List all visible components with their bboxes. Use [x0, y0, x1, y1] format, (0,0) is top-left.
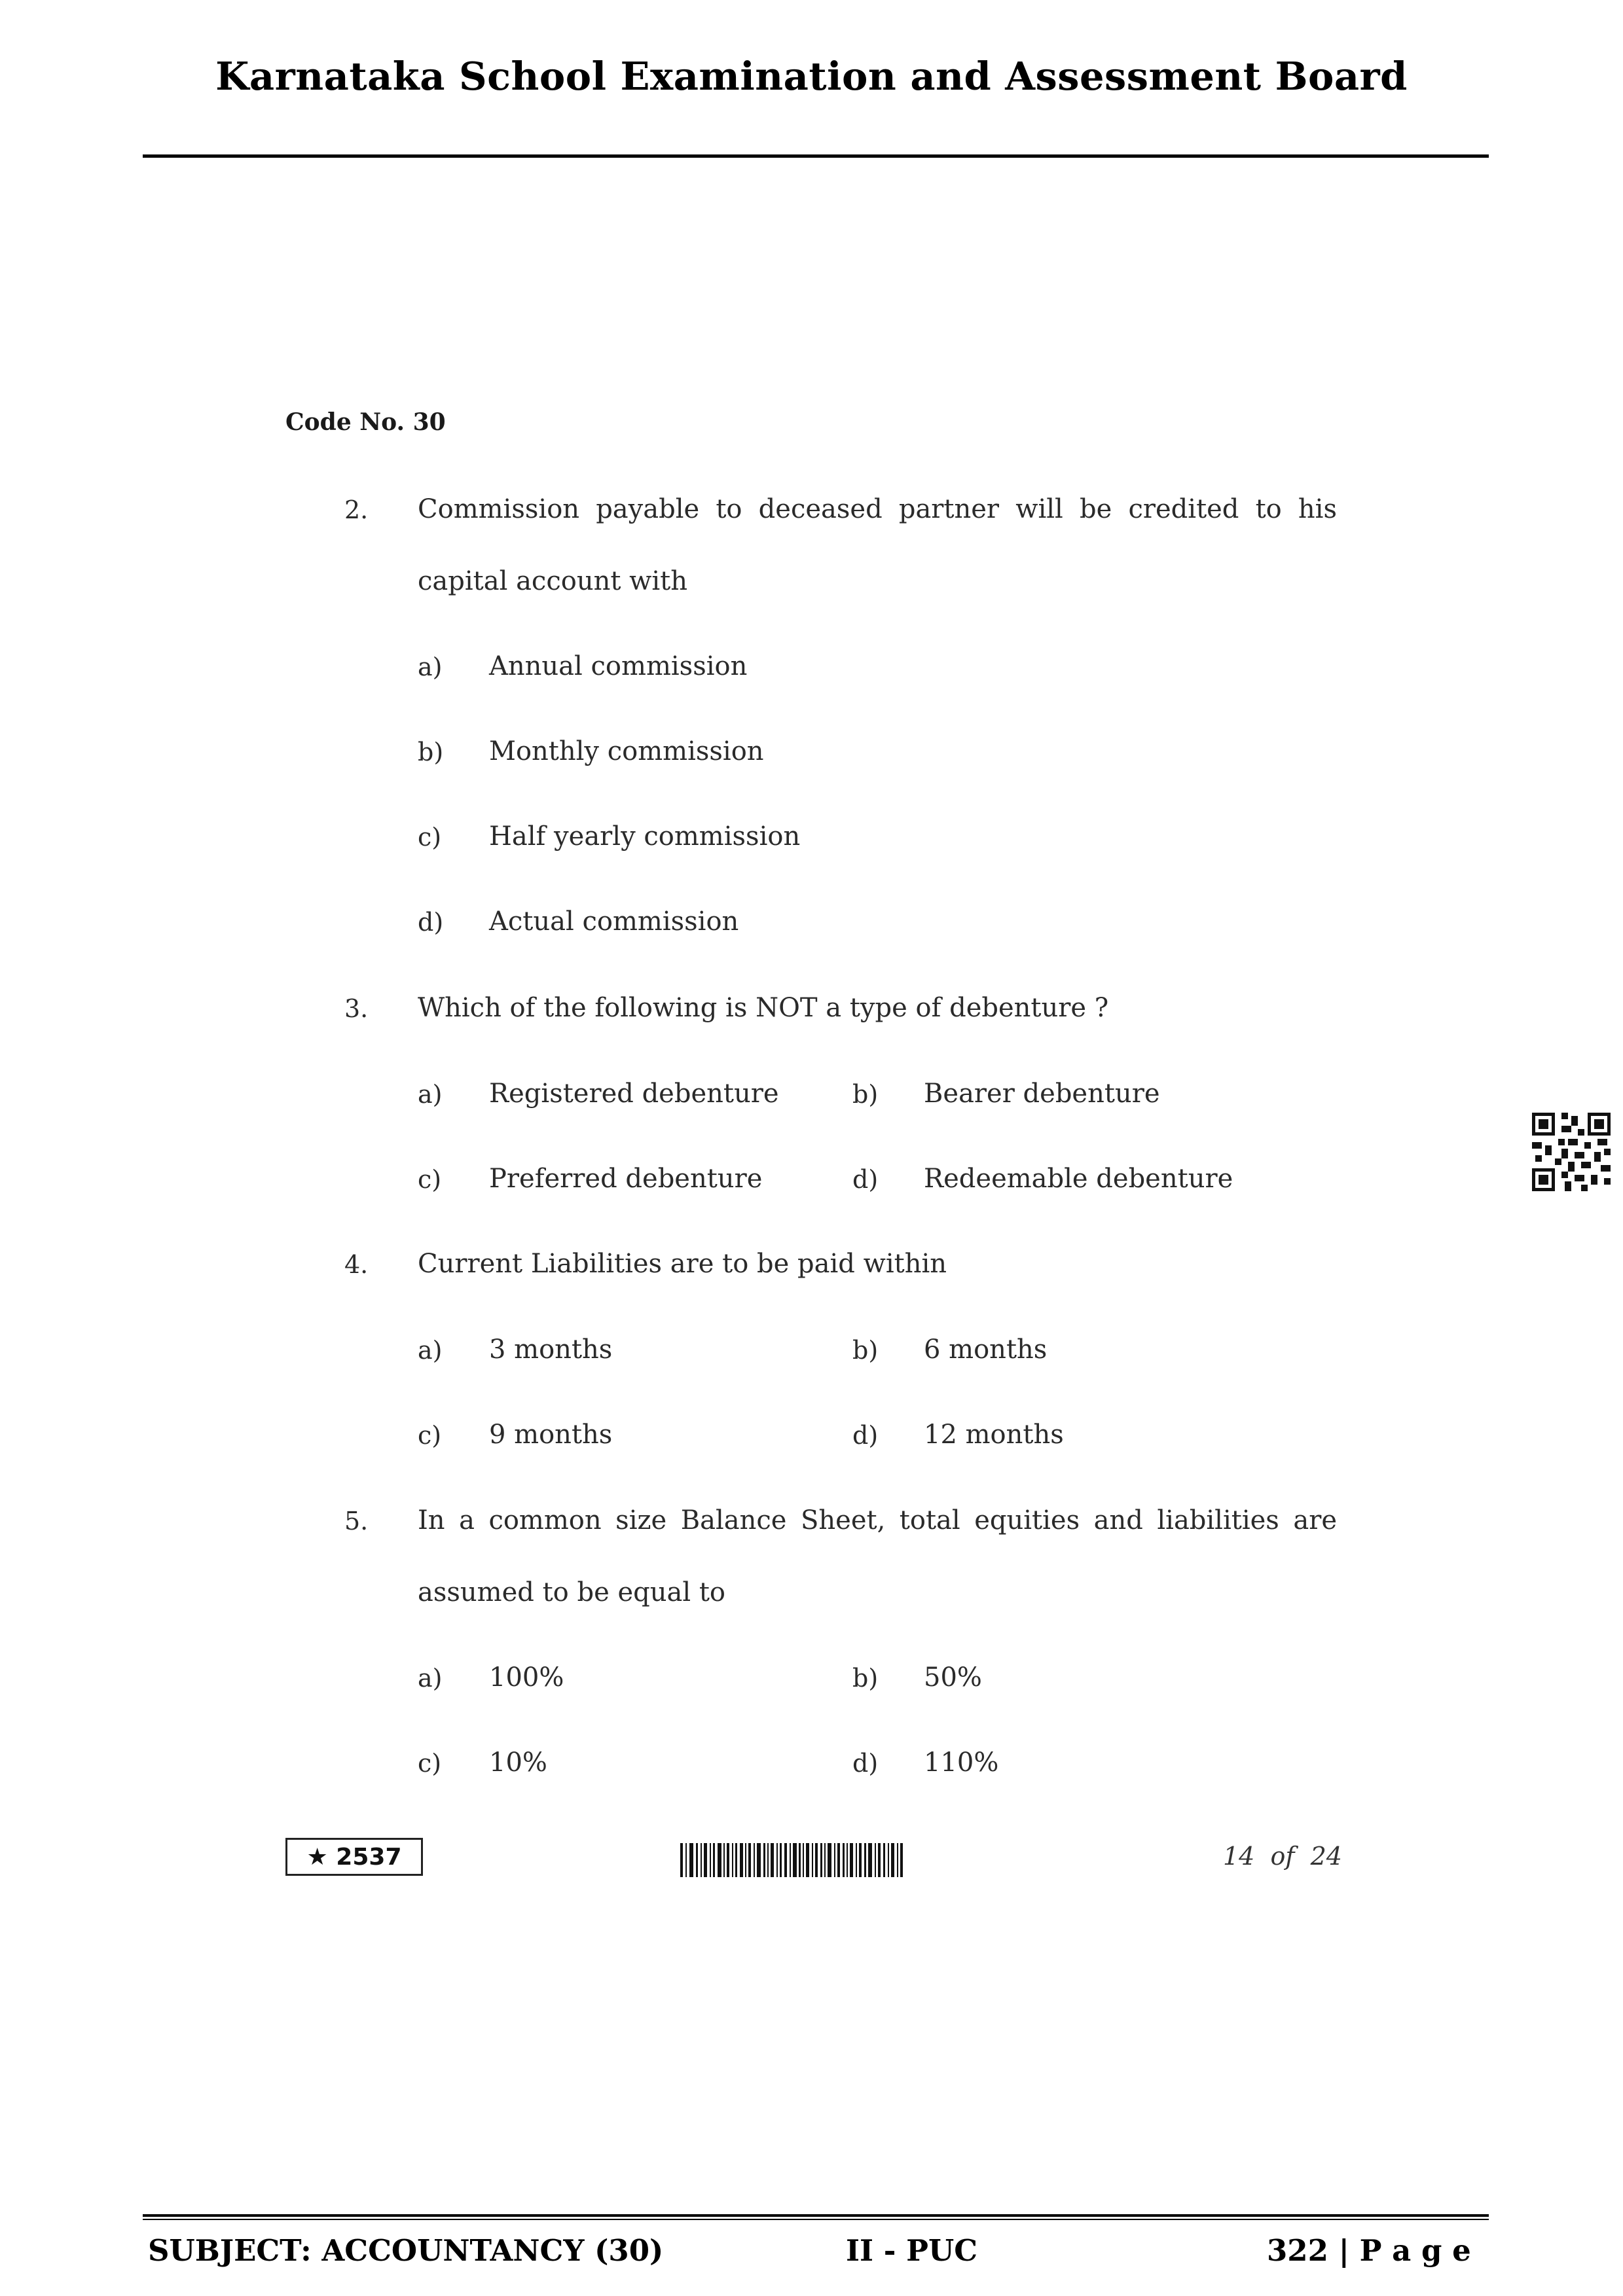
footer-divider-top [143, 2214, 1489, 2217]
q4-option-d-text: 12 months [924, 1420, 1064, 1450]
page-title: Karnataka School Examination and Assessment Board [215, 54, 1408, 99]
barcode-image [680, 1843, 903, 1877]
q4-option-d-letter: d) [852, 1421, 879, 1450]
footer-page-number: 322 | P a g e [1267, 2233, 1471, 2268]
question-2-number: 2. [344, 495, 369, 524]
q2-option-d-letter: d) [418, 908, 444, 937]
q2-option-d-text: Actual commission [489, 906, 739, 937]
footer-divider-bottom [143, 2219, 1489, 2220]
question-4-text: Current Liabilities are to be paid within [418, 1249, 947, 1279]
star-code-box: ★ 2537 [285, 1838, 423, 1876]
q3-option-d-letter: d) [852, 1165, 879, 1194]
code-number: Code No. 30 [285, 408, 446, 436]
question-5-number: 5. [344, 1507, 369, 1535]
q5-option-a-text: 100% [489, 1662, 564, 1693]
footer-class: II - PUC [846, 2233, 978, 2268]
q2-option-b-text: Monthly commission [489, 736, 764, 766]
q3-option-c-text: Preferred debenture [489, 1164, 763, 1194]
q3-option-c-letter: c) [418, 1165, 442, 1194]
q3-option-b-text: Bearer debenture [924, 1079, 1160, 1109]
q2-option-a-letter: a) [418, 653, 443, 681]
question-2-text-line2: capital account with [418, 566, 687, 596]
footer-subject: SUBJECT: ACCOUNTANCY (30) [148, 2233, 664, 2268]
q3-option-a-text: Registered debenture [489, 1079, 779, 1109]
q5-option-a-letter: a) [418, 1664, 443, 1693]
q5-option-d-text: 110% [924, 1748, 999, 1778]
question-3-number: 3. [344, 994, 369, 1023]
page-of-indicator: 14 of 24 [1223, 1842, 1342, 1871]
question-4-number: 4. [344, 1250, 369, 1279]
header-divider [143, 154, 1489, 158]
q4-option-a-letter: a) [418, 1336, 443, 1365]
question-2-text-line1: Commission payable to deceased partner will be credited to his [418, 494, 1337, 524]
q2-option-a-text: Annual commission [489, 651, 748, 681]
q5-option-c-letter: c) [418, 1749, 442, 1778]
q5-option-c-text: 10% [489, 1748, 547, 1778]
q5-option-b-text: 50% [924, 1662, 982, 1693]
question-5-text-line2: assumed to be equal to [418, 1577, 725, 1607]
question-5-text-line1: In a common size Balance Sheet, total equities and liabilities are [418, 1505, 1337, 1535]
q3-option-b-letter: b) [852, 1080, 879, 1109]
q5-option-b-letter: b) [852, 1664, 879, 1693]
q5-option-d-letter: d) [852, 1749, 879, 1778]
question-3-text: Which of the following is NOT a type of debenture ? [418, 993, 1109, 1023]
q4-option-b-letter: b) [852, 1336, 879, 1365]
q4-option-c-text: 9 months [489, 1420, 613, 1450]
qr-code-image [1532, 1113, 1611, 1191]
q2-option-c-text: Half yearly commission [489, 821, 801, 852]
q4-option-a-text: 3 months [489, 1335, 613, 1365]
q3-option-d-text: Redeemable debenture [924, 1164, 1233, 1194]
q3-option-a-letter: a) [418, 1080, 443, 1109]
q2-option-b-letter: b) [418, 738, 444, 766]
q4-option-c-letter: c) [418, 1421, 442, 1450]
q4-option-b-text: 6 months [924, 1335, 1048, 1365]
q2-option-c-letter: c) [418, 823, 442, 852]
